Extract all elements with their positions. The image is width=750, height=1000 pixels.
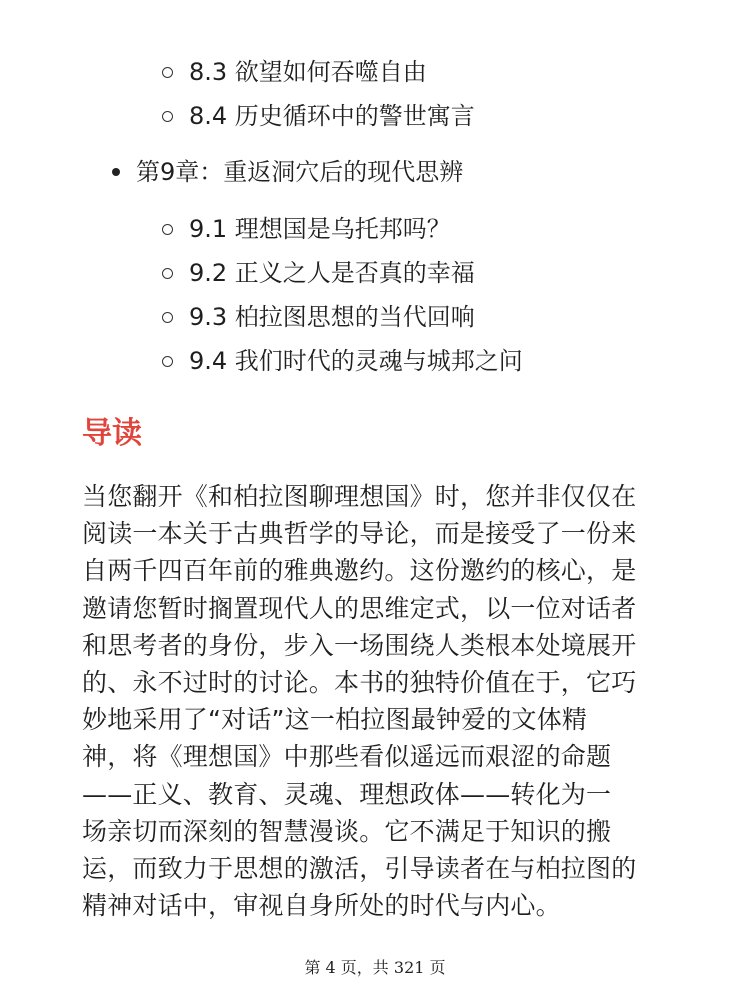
circle-bullet-icon (162, 224, 173, 235)
toc-item-label: 9.2 正义之人是否真的幸福 (189, 259, 475, 287)
toc-chapter-9 (112, 152, 463, 192)
toc-subsection-9-1 (162, 209, 451, 249)
toc-subsection-8-3 (162, 52, 427, 92)
toc-item-label: 第9章：重返洞穴后的现代思辨 (136, 158, 464, 186)
circle-bullet-icon (162, 356, 173, 367)
circle-bullet-icon (162, 67, 173, 78)
disc-bullet-icon (112, 168, 120, 176)
toc-item-label: 9.1 理想国是乌托邦吗？ (189, 215, 451, 243)
paragraph-line: ——正义、教育、灵魂、理想政体——转化为一 (82, 779, 612, 809)
toc-item-label: 9.3 柏拉图思想的当代回响 (189, 303, 475, 331)
paragraph-line: 的、永不过时的讨论。本书的独特价值在于，它巧 (82, 667, 637, 697)
toc-subsection-9-4 (162, 341, 523, 381)
toc-subsection-9-3 (162, 297, 475, 337)
toc-subsection-9-2 (162, 253, 475, 293)
toc-item-label: 9.4 我们时代的灵魂与城邦之问 (189, 347, 523, 375)
paragraph-line: 邀请您暂时搁置现代人的思维定式，以一位对话者 (82, 593, 637, 623)
paragraph-line: 神，将《理想国》中那些看似遥远而艰涩的命题 (82, 742, 612, 772)
paragraph-line: 场亲切而深刻的智慧漫谈。它不满足于知识的搬 (82, 816, 612, 846)
toc-item-label: 8.3 欲望如何吞噬自由 (189, 58, 427, 86)
circle-bullet-icon (162, 111, 173, 122)
toc-item-label: 8.4 历史循环中的警世寓言 (189, 102, 475, 130)
paragraph-line: 和思考者的身份，步入一场围绕人类根本处境展开 (82, 630, 637, 660)
paragraph-line: 自两千四百年前的雅典邀约。这份邀约的核心，是 (82, 556, 637, 586)
page-number-footer: 第 4 页，共 321 页 (304, 958, 446, 977)
circle-bullet-icon (162, 268, 173, 279)
intro-paragraph (82, 478, 672, 924)
paragraph-line: 运，而致力于思想的激活，引导读者在与柏拉图的 (82, 853, 637, 883)
section-heading: 导读 (82, 416, 142, 451)
paragraph-line: 妙地采用了“对话”这一柏拉图最钟爱的文体精 (82, 705, 588, 735)
circle-bullet-icon (162, 312, 173, 323)
paragraph-line: 当您翻开《和柏拉图聊理想国》时，您并非仅仅在 (82, 482, 637, 511)
paragraph-line: 阅读一本关于古典哲学的导论，而是接受了一份来 (82, 519, 637, 549)
paragraph-line: 精神对话中，审视自身所处的时代与内心。 (82, 891, 561, 921)
toc-subsection-8-4 (162, 96, 475, 136)
